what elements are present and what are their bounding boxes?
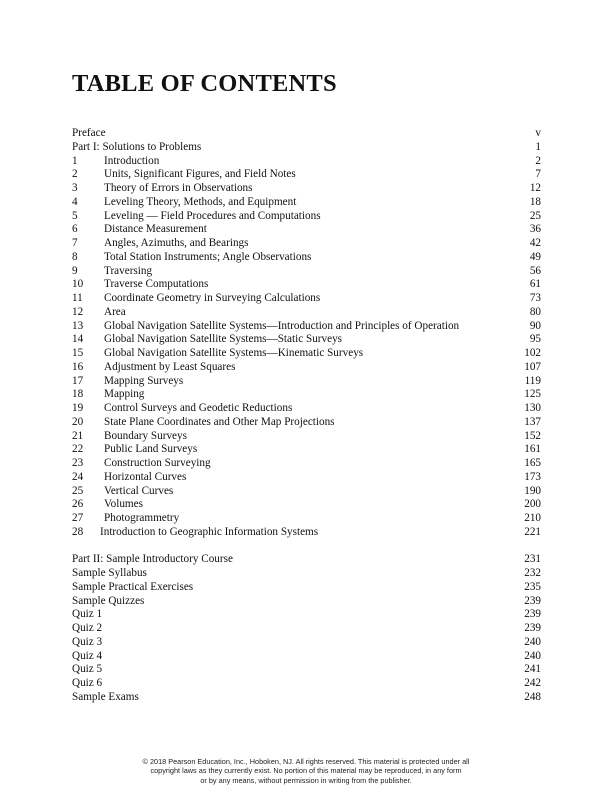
toc-entry [72,416,541,430]
toc-entry [72,636,541,650]
entry-title: Mapping Surveys [104,374,184,387]
page-number: 200 [524,498,541,511]
entry-title: Global Navigation Satellite Systems—Kinematic Surveys [104,347,364,359]
toc-entry [72,567,541,581]
entry-title: Quiz 6 [72,677,103,689]
entry-title: Units, Significant Figures, and Field Notes [104,168,296,181]
toc-entry [72,498,541,512]
toc-entry [72,155,541,169]
entry-title: Boundary Surveys [104,429,187,442]
page-number: 107 [524,360,541,373]
page-number: 2 [535,154,541,167]
toc-entry [72,430,541,444]
page-number: 239 [524,608,541,621]
page-number: 1 [535,140,541,153]
chapter-number: 10 [72,278,84,291]
chapter-number: 17 [72,374,84,387]
chapter-number: 6 [72,223,78,236]
toc-entry [72,265,541,279]
page-number: 90 [529,319,541,332]
chapter-number: 28 [72,525,84,538]
entry-title: Vertical Curves [104,484,174,497]
entry-title: Global Navigation Satellite Systems—Static Surveys [104,333,343,346]
page-number: 232 [524,567,541,579]
toc-entry [72,677,541,691]
entry-title: Traversing [104,264,153,277]
toc-entry [72,608,541,622]
chapter-number: 1 [72,154,78,167]
page-number: 239 [524,622,541,634]
toc-part1 [72,127,541,540]
page-number: 240 [524,635,541,648]
page-number: 18 [529,195,541,208]
toc-entry [72,278,541,292]
page-number: 173 [524,470,541,483]
chapter-number: 3 [72,182,78,194]
entry-title: Part II: Sample Introductory Course [72,553,233,566]
footer-line-2: copyright laws as they currently exist. No portion of this material may be reproduced, in any form [150,766,462,776]
toc-entry [72,691,541,705]
chapter-number: 23 [72,457,84,469]
entry-title: Sample Syllabus [72,567,147,579]
chapter-number: 18 [72,388,84,401]
toc-entry [72,622,541,636]
page-number: 165 [524,457,541,469]
entry-title: Horizontal Curves [104,470,187,483]
chapter-number: 19 [72,402,84,414]
toc-entry [72,457,541,471]
page-title: TABLE OF CONTENTS [72,70,337,97]
entry-title: Area [104,305,126,318]
chapter-number: 5 [72,209,78,222]
entry-title: Quiz 1 [72,608,103,621]
entry-title: Leveling — Field Procedures and Computations [104,209,321,222]
toc-entry [72,196,541,210]
toc-entry [72,223,541,237]
chapter-number: 16 [72,360,84,373]
toc-entry [72,471,541,485]
toc-entry [72,388,541,402]
page-number: 235 [524,580,541,593]
entry-title: Sample Exams [72,690,139,703]
entry-title: Quiz 2 [72,622,103,634]
entry-title: Construction Surveying [104,457,211,469]
entry-title: Coordinate Geometry in Surveying Calculations [104,292,321,304]
toc-entry [72,320,541,334]
toc-entry [72,663,541,677]
toc-entry [72,292,541,306]
toc-entry [72,333,541,347]
page-number: 242 [524,677,541,689]
chapter-number: 20 [72,415,84,428]
page-number: 95 [529,333,541,346]
chapter-number: 13 [72,319,84,332]
chapter-number: 4 [72,195,78,208]
toc-entry [72,361,541,375]
toc-entry [72,650,541,664]
entry-title: Sample Quizzes [72,594,145,607]
toc-entry [72,512,541,526]
toc-spacer [72,540,541,554]
page-number: 125 [524,388,541,401]
page-number: 12 [529,182,541,194]
toc-entry [72,526,541,540]
entry-title: Traverse Computations [104,278,209,291]
entry-title: Sample Practical Exercises [72,580,194,593]
footer-line-1: © 2018 Pearson Education, Inc., Hoboken, NJ. All rights reserved. This material is protected under all [142,757,470,766]
page-number: 73 [529,292,541,304]
entry-title: Total Station Instruments; Angle Observations [104,250,312,263]
entry-title: Leveling Theory, Methods, and Equipment [104,195,297,208]
toc-entry [72,210,541,224]
chapter-number: 12 [72,305,84,318]
toc-entry [72,595,541,609]
page-number: 221 [524,525,541,538]
toc-entry [72,127,541,141]
entry-title: Part I: Solutions to Problems [72,140,202,153]
page-number: 161 [524,443,541,456]
toc-entry [72,141,541,155]
entry-title: Introduction [104,154,160,167]
chapter-number: 22 [72,443,84,456]
page-number: 61 [529,278,541,291]
toc-entry [72,375,541,389]
chapter-number: 15 [72,347,84,359]
toc-entry [72,237,541,251]
toc-entry [72,581,541,595]
page-number: 241 [524,663,541,676]
chapter-number: 26 [72,498,84,511]
toc-entry [72,251,541,265]
chapter-number: 25 [72,484,84,497]
page-number: 7 [535,168,541,181]
page-number: 240 [524,649,541,662]
page-number: 80 [529,305,541,318]
toc-entry [72,402,541,416]
page-number: 102 [524,347,541,359]
chapter-number: 7 [72,237,78,249]
entry-title: Introduction to Geographic Information Systems [100,525,319,538]
table-of-contents [72,127,541,705]
entry-title: Quiz 5 [72,663,103,676]
page-number: 42 [529,237,541,249]
copyright-footer [0,757,612,785]
entry-title: Quiz 3 [72,635,103,648]
entry-title: Control Surveys and Geodetic Reductions [104,402,293,414]
page-number: v [535,127,541,139]
page-number: 36 [529,223,541,236]
page-number: 130 [524,402,541,414]
page-number: 248 [524,690,541,703]
page-number: 119 [524,374,541,387]
entry-title: Volumes [104,498,143,511]
chapter-number: 11 [72,292,83,304]
entry-title: Photogrammetry [104,512,180,524]
toc-entry [72,485,541,499]
toc-entry [72,347,541,361]
page-number: 190 [524,484,541,497]
chapter-number: 2 [72,168,78,181]
entry-title: Preface [72,127,106,139]
chapter-number: 8 [72,250,78,263]
chapter-number: 24 [72,470,84,483]
entry-title: Theory of Errors in Observations [104,182,253,194]
toc-part2 [72,553,541,704]
entry-title: Adjustment by Least Squares [104,360,236,373]
page-number: 239 [524,594,541,607]
entry-title: Angles, Azimuths, and Bearings [104,237,249,249]
toc-entry [72,306,541,320]
entry-title: Global Navigation Satellite Systems—Introduction and Principles of Operation [104,319,460,332]
page-number: 210 [524,512,541,524]
toc-entry [72,443,541,457]
page-number: 152 [524,429,541,442]
chapter-number: 21 [72,429,84,442]
entry-title: Distance Measurement [104,223,207,236]
toc-entry [72,168,541,182]
chapter-number: 9 [72,264,78,277]
page-number: 49 [529,250,541,263]
page-number: 25 [529,209,541,222]
toc-entry [72,553,541,567]
entry-title: State Plane Coordinates and Other Map Projections [104,415,335,428]
page-number: 56 [529,264,541,277]
entry-title: Quiz 4 [72,649,103,662]
chapter-number: 14 [72,333,84,346]
entry-title: Public Land Surveys [104,443,198,456]
entry-title: Mapping [104,388,145,401]
page-number: 231 [524,553,541,566]
page-number: 137 [524,415,541,428]
chapter-number: 27 [72,512,84,524]
footer-line-3: or by any means, without permission in writing from the publisher. [200,775,412,785]
toc-entry [72,182,541,196]
